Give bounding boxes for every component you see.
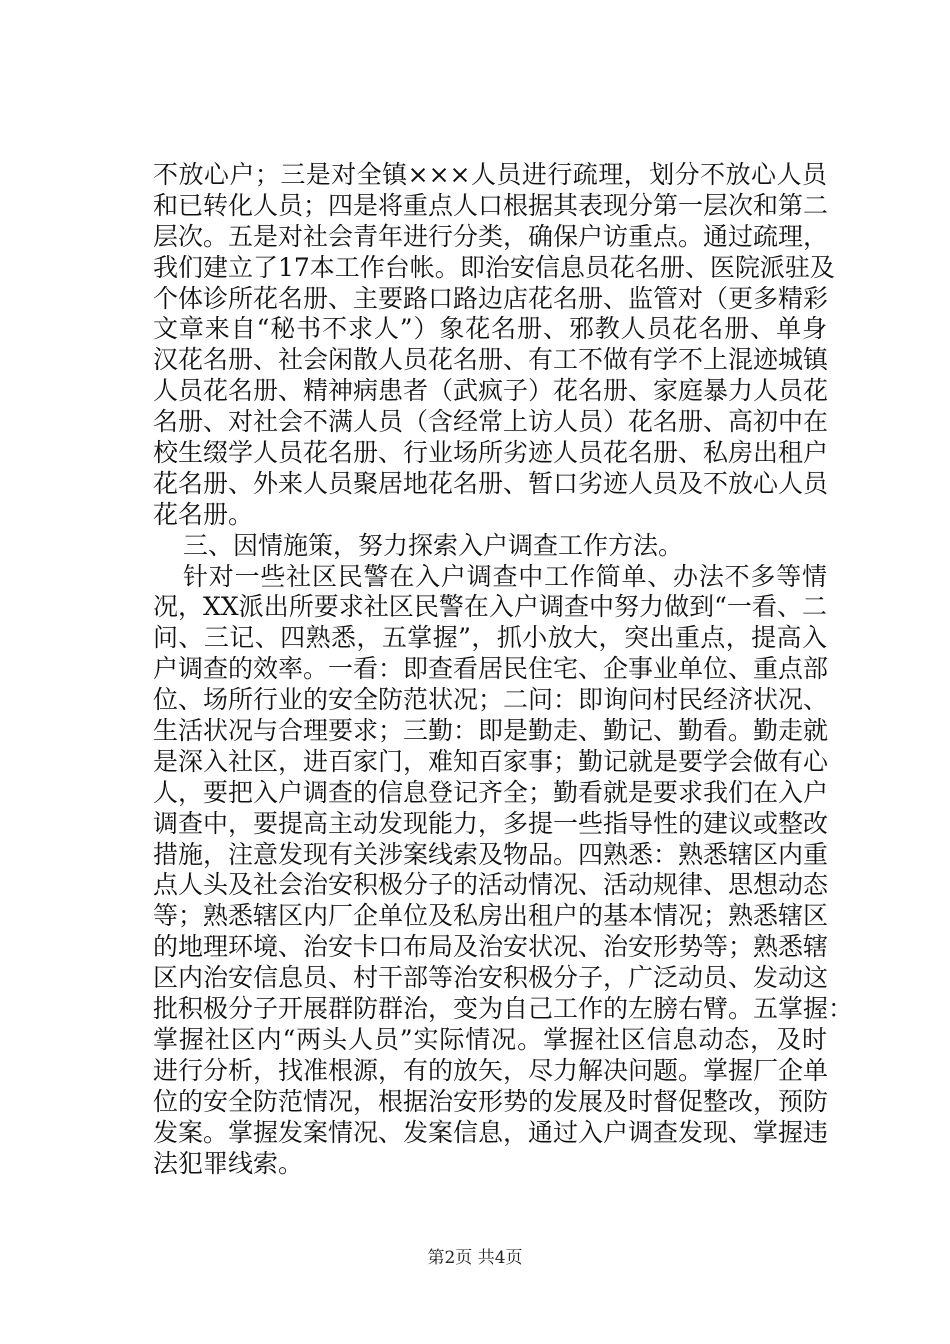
text-line: 调查中，要提高主动发现能力，多提一些指导性的建议或整改	[153, 808, 829, 838]
text-line: 针对一些社区民警在入户调查中工作简单、办法不多等情	[183, 561, 827, 591]
text-line: 措施，注意发现有关涉案线索及物品。四熟悉：熟悉辖区内重	[153, 839, 829, 869]
text-line: 点人头及社会治安积极分子的活动情况、活动规律、思想动态	[153, 870, 829, 900]
text-line: 况，XX派出所要求社区民警在入户调查中努力做到“一看、二	[153, 592, 827, 622]
text-line: 我们建立了17本工作台帐。即治安信息员花名册、医院派驻及	[153, 252, 835, 282]
text-line: 生活状况与合理要求；三勤：即是勤走、勤记、勤看。勤走就	[153, 716, 829, 746]
text-line: 汉花名册、社会闲散人员花名册、有工不做有学不上混迹城镇	[153, 345, 829, 375]
text-line: 发案。掌握发案情况、发案信息，通过入户调查发现、掌握违	[153, 1117, 829, 1147]
text-line: 层次。五是对社会青年进行分类，确保户访重点。通过疏理，	[153, 221, 829, 251]
text-line: 花名册、外来人员聚居地花名册、暂口劣迹人员及不放心人员	[153, 468, 829, 498]
text-line: 人，要把入户调查的信息登记齐全；勤看就是要求我们在入户	[153, 777, 829, 807]
text-line: 和已转化人员；四是将重点人口根据其表现分第一层次和第二	[153, 190, 829, 220]
text-line: 进行分析，找准根源，有的放矢，尽力解决问题。掌握厂企单	[153, 1055, 829, 1085]
text-line: 位的安全防范情况，根据治安形势的发展及时督促整改，预防	[153, 1086, 829, 1116]
text-line: 户调查的效率。一看：即查看居民住宅、企事业单位、重点部	[153, 654, 829, 684]
text-line: 不放心户；三是对全镇×××人员进行疏理，划分不放心人员	[153, 160, 827, 189]
text-line: 名册、对社会不满人员（含经常上访人员）花名册、高初中在	[153, 407, 829, 437]
text-line: 区内治安信息员、村干部等治安积极分子，广泛动员、发动这	[153, 963, 829, 993]
document-body	[153, 160, 854, 1179]
text-line: 批积极分子开展群防群治，变为自己工作的左膀右臂。五掌握：	[153, 994, 854, 1024]
page-footer: 第2页 共4页	[427, 1248, 523, 1268]
text-line: 位、场所行业的安全防范状况；二问：即询问村民经济状况、	[153, 685, 829, 715]
text-line: 文章来自“秘书不求人”）象花名册、邪教人员花名册、单身	[153, 314, 827, 344]
text-line: 等；熟悉辖区内厂企单位及私房出租户的基本情况；熟悉辖区	[153, 901, 829, 931]
text-line: 人员花名册、精神病患者（武疯子）花名册、家庭暴力人员花	[153, 376, 829, 406]
text-line: 的地理环境、治安卡口布局及治安状况、治安形势等；熟悉辖	[153, 932, 829, 962]
text-line: 是深入社区，进百家门，难知百家事；勤记就是要学会做有心	[153, 746, 829, 776]
text-line: 法犯罪线索。	[153, 1148, 304, 1178]
text-line: 问、三记、四熟悉，五掌握”，抓小放大，突出重点，提高入	[153, 623, 827, 653]
text-line: 校生缀学人员花名册、行业场所劣迹人员花名册、私房出租户	[153, 438, 829, 468]
text-line: 掌握社区内“两头人员”实际情况。掌握社区信息动态，及时	[153, 1024, 827, 1054]
text-line: 个体诊所花名册、主要路口路边店花名册、监管对（更多精彩	[153, 283, 829, 313]
text-line: 花名册。	[153, 499, 254, 529]
section-heading: 三、因情施策，努力探索入户调查工作方法。	[183, 530, 684, 560]
